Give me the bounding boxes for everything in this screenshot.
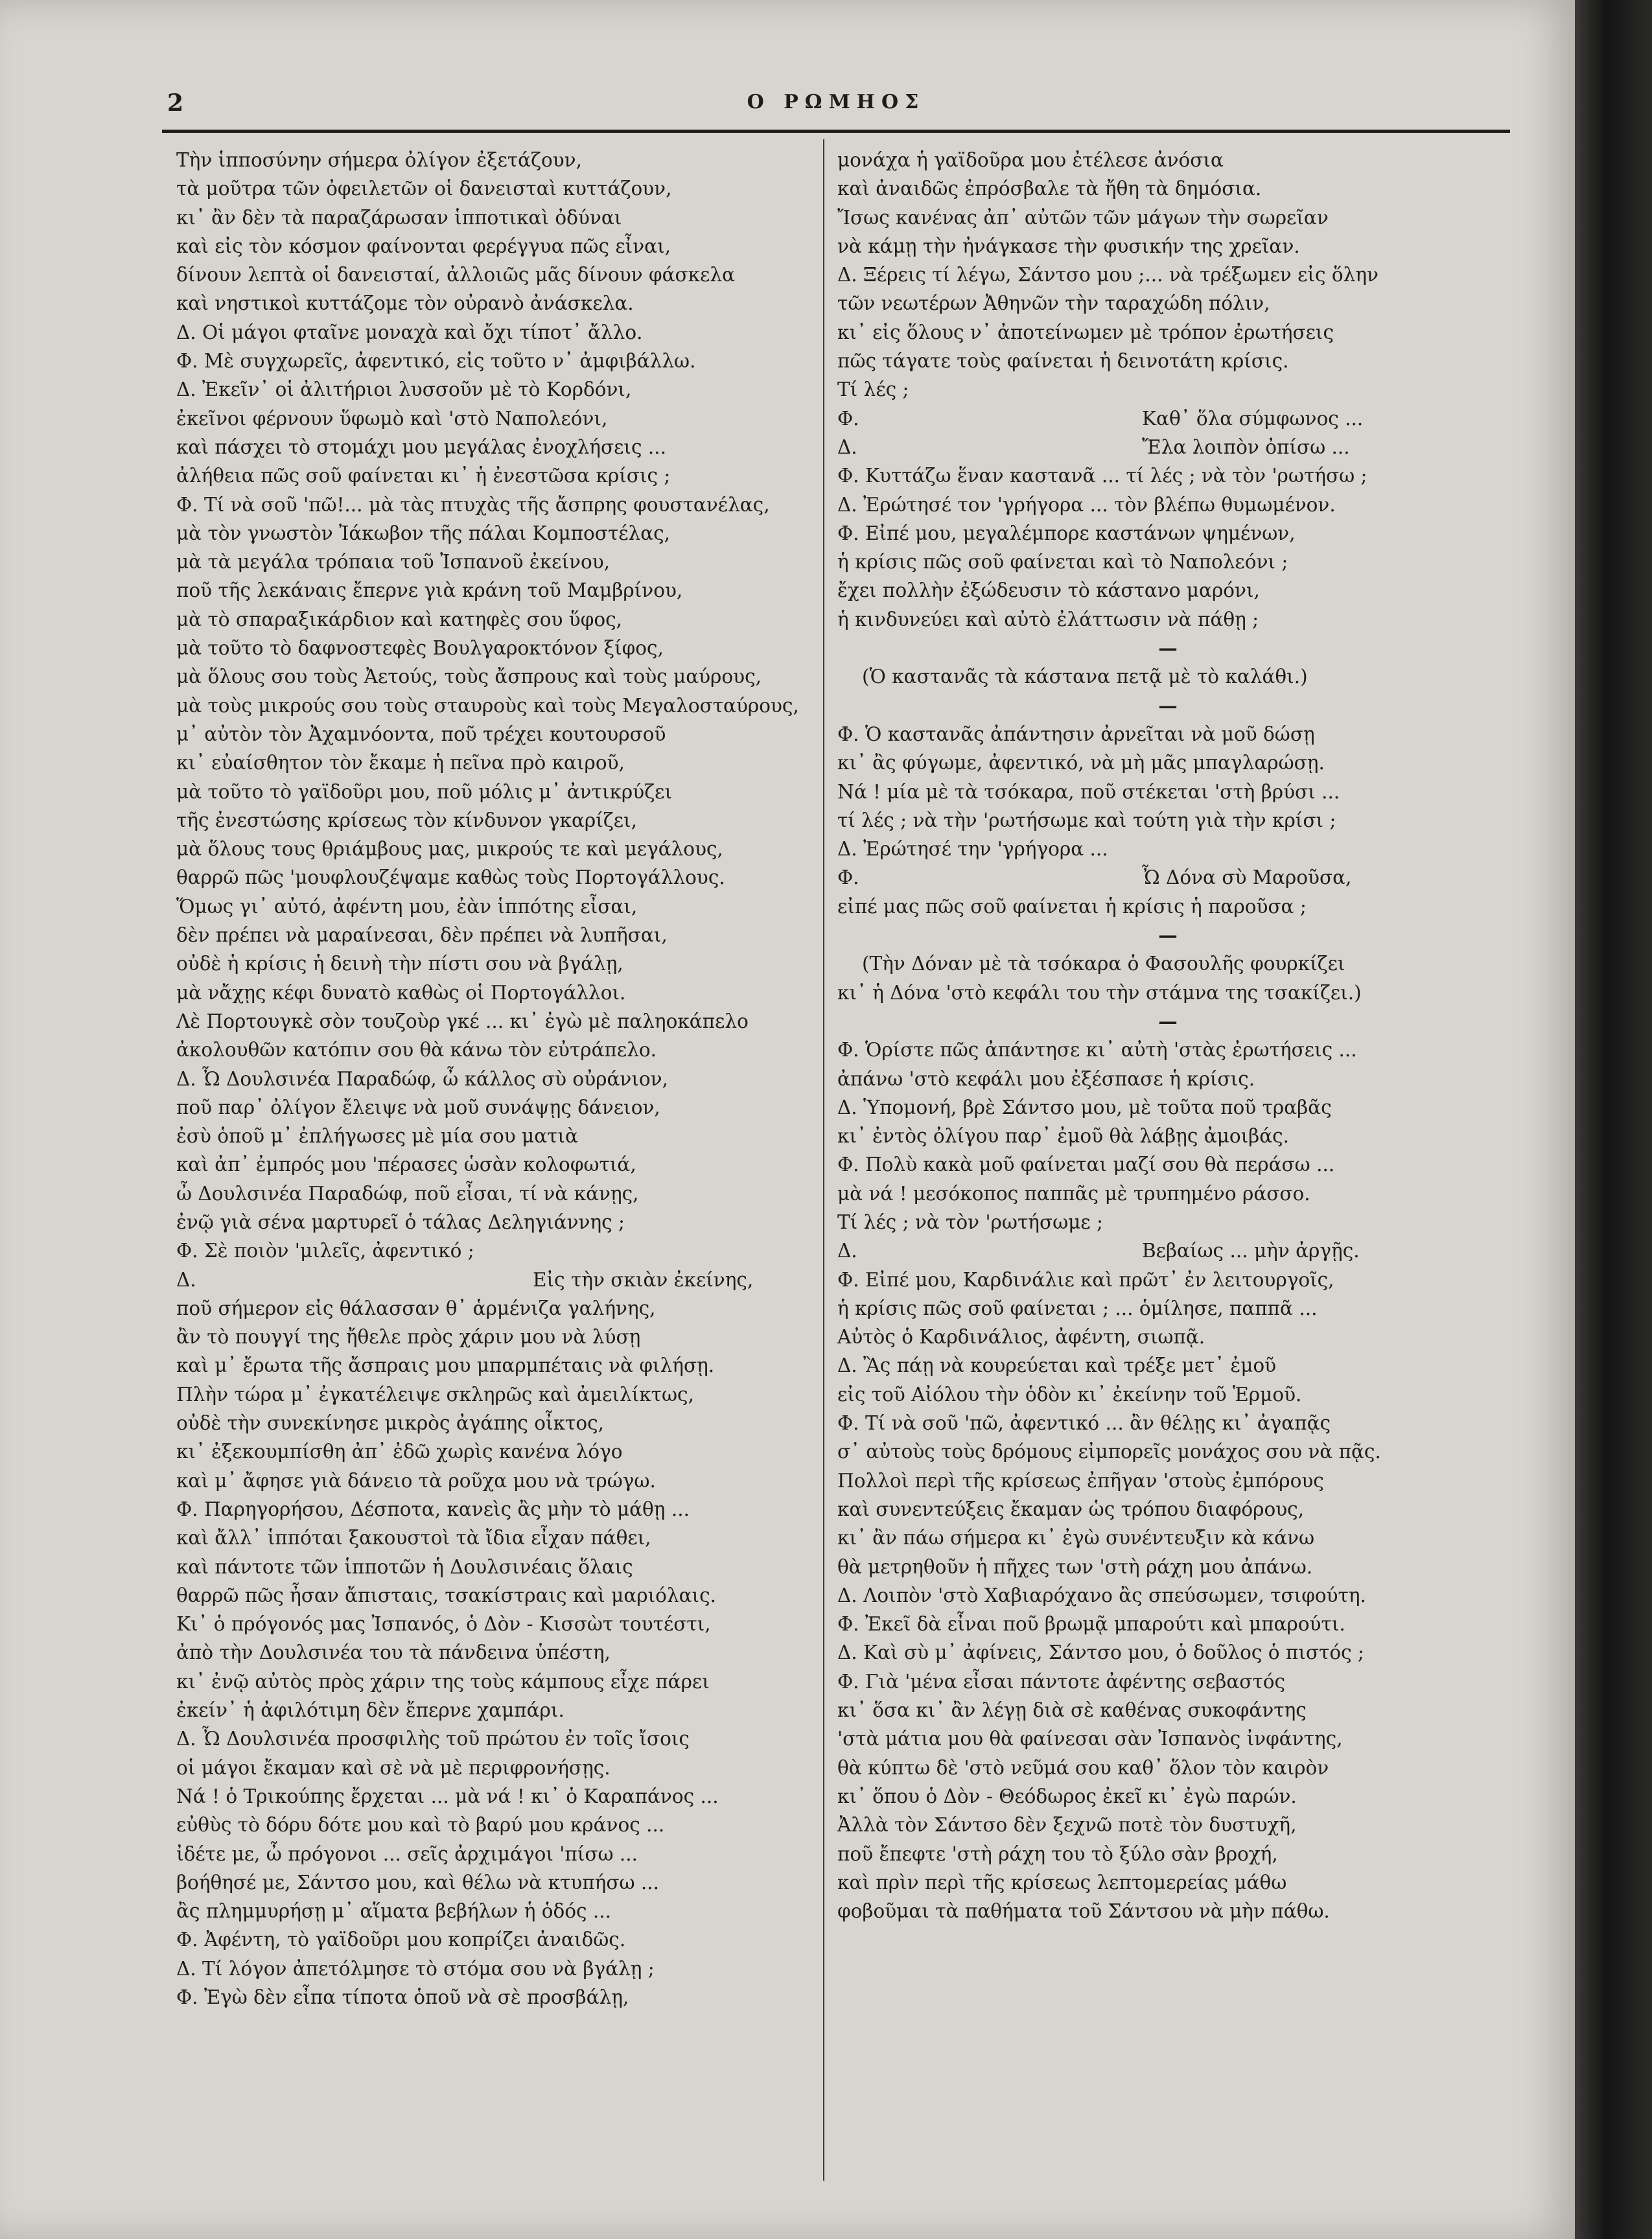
text-line: Φ. Μὲ συγχωρεῖς, ἀφεντικό, εἰς τοῦτο ν᾽ ἀμφιβάλλω. <box>176 350 696 373</box>
text-line: Ὅμως γι᾽ αὐτό, ἀφέντη μου, ἐὰν ἱππότης εἶσαι, <box>176 895 638 918</box>
text-line: καὶ εἰς τὸν κόσμον φαίνονται φερέγγυα πῶς εἶναι, <box>176 235 671 257</box>
text-line: καὶ ἀναιδῶς ἐπρόσβαλε τὰ ἤθη τὰ δημόσια. <box>837 178 1262 200</box>
text-line: Νά ! μία μὲ τὰ τσόκαρα, ποῦ στέκεται 'στὴ βρύσι ... <box>837 780 1340 803</box>
dialogue-text: Ὦ Δόνα σὺ Μαροῦσα, <box>1142 866 1352 889</box>
text-line: μονάχα ἡ γαϊδοῦρα μου ἐτέλεσε ἀνόσια <box>837 149 1224 171</box>
text-line: πῶς τάγατε τοὺς φαίνεται ἡ δεινοτάτη κρίσις. <box>837 350 1289 373</box>
text-line: Δ. Οἱ μάγοι φταῖνε μοναχὰ καὶ ὄχι τίποτ᾽ ἄλλο. <box>176 321 643 343</box>
dialogue-text: Ἔλα λοιπὸν ὀπίσω ... <box>1142 435 1350 458</box>
text-line: Ἀλλὰ τὸν Σάντσο δὲν ξεχνῶ ποτὲ τὸν δυστυχῆ, <box>837 1814 1297 1837</box>
text-line: κι᾽ εὐαίσθητον τὸν ἔκαμε ἡ πεῖνα πρὸ καιροῦ, <box>176 752 625 774</box>
section-dash: — <box>1158 923 1178 947</box>
text-line: ἔχει πολλὴν ἐξώδευσιν τὸ κάστανο μαρόνι, <box>837 579 1260 602</box>
text-line: ἀλήθεια πῶς σοῦ φαίνεται κι᾽ ἡ ἐνεστῶσα κρίσις ; <box>176 465 671 487</box>
speaker-label: Φ. <box>837 866 859 889</box>
text-line: Φ. Εἰπέ μου, μεγαλέμπορε καστάνων ψημένων, <box>837 522 1296 544</box>
text-line: καὶ συνεντεύξεις ἔκαμαν ὡς τρόπου διαφόρους, <box>837 1498 1305 1520</box>
text-line: κι᾽ ἡ Δόνα 'στὸ κεφάλι του τὴν στάμνα της τσακίζει.) <box>837 981 1362 1004</box>
text-line: ποῦ τῆς λεκάναις ἔπερνε γιὰ κράνη τοῦ Μαμβρίνου, <box>176 579 683 602</box>
text-line: Δ. Ἐρώτησέ την 'γρήγορα ... <box>837 838 1108 861</box>
text-line: τῶν νεωτέρων Ἀθηνῶν τὴν ταραχώδη πόλιν, <box>837 292 1270 315</box>
text-line: Δ. Ἐκεῖν᾽ οἱ ἀλιτήριοι λυσσοῦν μὲ τὸ Κορδόνι, <box>176 378 632 401</box>
text-line: Φ. Τί νὰ σοῦ 'πῶ, ἀφεντικό ... ἂν θέλῃς κι᾽ ἀγαπᾷς <box>837 1412 1331 1435</box>
text-line: ἀκολουθῶν κατόπιν σου θὰ κάνω τὸν εὐτράπελο. <box>176 1039 657 1061</box>
text-line: Φ. Ἐγὼ δὲν εἶπα τίποτα ὁποῦ νὰ σὲ προσβάλῃ, <box>176 1986 629 2008</box>
text-line: ἂν τὸ πουγγί της ἤθελε πρὸς χάριν μου νὰ λύσῃ <box>176 1326 641 1349</box>
text-line: καὶ πάντοτε τῶν ἱπποτῶν ἡ Δουλσινέαις ὅλαις <box>176 1555 633 1578</box>
text-line: κι᾽ ἂς φύγωμε, ἀφεντικό, νὰ μὴ μᾶς μπαγλαρώσῃ. <box>837 752 1325 774</box>
text-line: ἰδέτε με, ὦ πρόγονοι ... σεῖς ἀρχιμάγοι 'πίσω ... <box>176 1842 638 1865</box>
text-line: τῆς ἐνεστώσης κρίσεως τὸν κίνδυνον γκαρίζει, <box>176 809 638 831</box>
text-line: Δ. Ὦ Δουλσινέα προσφιλὴς τοῦ πρώτου ἐν τοῖς ἴσοις <box>176 1728 690 1750</box>
text-line: κι᾽ ἂν πάω σήμερα κι᾽ ἐγὼ συνέντευξιν κὰ κάνω <box>837 1527 1315 1549</box>
text-line: Δ. Ἂς πάῃ νὰ κουρεύεται καὶ τρέξε μετ᾽ ἐμοῦ <box>837 1354 1277 1377</box>
dialogue-line <box>176 1266 811 1294</box>
dialogue-text: Βεβαίως ... μὴν ἀργῇς. <box>1142 1240 1360 1262</box>
text-line: ἐκεῖνοι φέρνουν ὕφωμὸ καὶ 'στὸ Ναπολεόνι, <box>176 407 608 430</box>
text-line: μὰ τοῦτο τὸ γαϊδοῦρι μου, ποῦ μόλις μ᾽ ἀντικρύζει <box>176 780 673 803</box>
text-line: Πλὴν τώρα μ᾽ ἐγκατέλειψε σκληρῶς καὶ ἀμειλίκτως, <box>176 1383 694 1406</box>
text-line: Δ. Ἐρώτησέ τον 'γρήγορα ... τὸν βλέπω θυμωμένον. <box>837 493 1336 516</box>
text-line: σ᾽ αὐτοὺς τοὺς δρόμους εἰμπορεῖς μονάχος σου νὰ πᾷς. <box>837 1441 1381 1463</box>
text-line: Ἴσως κανένας ἀπ᾽ αὐτῶν τῶν μάγων τὴν σωρεῖαν <box>837 206 1329 229</box>
text-line: μὰ τὰ μεγάλα τρόπαια τοῦ Ἰσπανοῦ ἐκείνου, <box>176 551 611 574</box>
text-line: καὶ μ᾽ ἔρωτα τῆς ἄσπραις μου μπαρμπέταις νὰ φιλήσῃ. <box>176 1354 715 1377</box>
text-line: ὦ Δουλσινέα Παραδώφ, ποῦ εἶσαι, τί νὰ κάνῃς, <box>176 1182 639 1205</box>
text-line: Δ. Ξέρεις τί λέγω, Σάντσο μου ;... νὰ τρέξωμεν εἰς ὅλην <box>837 264 1379 286</box>
text-line: οὐδὲ ἡ κρίσις ἡ δεινὴ τὴν πίστι σου νὰ βγάλῃ, <box>176 953 623 975</box>
text-line: ἂς πλημμυρήσῃ μ᾽ αἵματα βεβήλων ἡ ὁδός ... <box>176 1900 612 1923</box>
text-line: μὰ ὅλους τους θριάμβους μας, μικρούς τε καὶ μεγάλους, <box>176 838 723 861</box>
dialogue-line <box>837 1236 1498 1265</box>
text-line: Κι᾽ ὁ πρόγονός μας Ἰσπανός, ὁ Δὸν - Κισσὼτ τουτέστι, <box>176 1613 711 1636</box>
text-line: Φ. Κυττάζω ἕναν καστανᾶ ... τί λές ; νὰ τὸν 'ρωτήσω ; <box>837 465 1367 487</box>
speaker-label: Δ. <box>837 1240 857 1262</box>
speaker-label: Δ. <box>176 1268 196 1291</box>
binding-shadow <box>1575 0 1652 2239</box>
text-line: ἡ κινδυνεύει καὶ αὐτὸ ἐλάττωσιν νὰ πάθῃ ; <box>837 608 1259 631</box>
text-line: εἰπέ μας πῶς σοῦ φαίνεται ἡ κρίσις ἡ παροῦσα ; <box>837 895 1307 918</box>
text-line: (Ὁ καστανᾶς τὰ κάστανα πετᾷ μὲ τὸ καλάθι.) <box>862 666 1308 688</box>
text-line: ποῦ σήμερον εἰς θάλασσαν θ᾽ ἁρμένιζα γαλήνης, <box>176 1297 656 1319</box>
text-line: ἀπὸ τὴν Δουλσινέα του τὰ πάνδεινα ὑπέστη, <box>176 1642 611 1664</box>
text-line: Δ. Καὶ σὺ μ᾽ ἀφίνεις, Σάντσο μου, ὁ δοῦλος ὁ πιστός ; <box>837 1642 1364 1664</box>
text-line: καὶ πρὶν περὶ τῆς κρίσεως λεπτομερείας μάθω <box>837 1871 1287 1894</box>
text-line: θὰ κύπτω δὲ 'στὸ νεῦμά σου καθ᾽ ὅλον τὸν καιρὸν <box>837 1756 1329 1779</box>
text-line: (Τὴν Δόναν μὲ τὰ τσόκαρα ὁ Φασουλῆς φουρκίζει <box>862 953 1345 975</box>
text-line: Δ. Ὑπομονή, βρὲ Σάντσο μου, μὲ τοῦτα ποῦ τραβᾶς <box>837 1096 1332 1119</box>
text-line: εἰς τοῦ Αἰόλου τὴν ὁδὸν κι᾽ ἐκείνην τοῦ Ἑρμοῦ. <box>837 1383 1302 1406</box>
text-line: ἀπάνω 'στὸ κεφάλι μου ἐξέσπασε ἡ κρίσις. <box>837 1067 1255 1090</box>
text-line: μὰ τοὺς μικρούς σου τοὺς σταυροὺς καὶ τοὺς Μεγαλοσταύρους, <box>176 694 799 717</box>
text-line: βοήθησέ με, Σάντσο μου, καὶ θέλω νὰ κτυπήσω ... <box>176 1871 660 1894</box>
text-line: καὶ ἀπ᾽ ἐμπρός μου 'πέρασες ὡσὰν κολοφωτιά, <box>176 1154 636 1176</box>
text-line: τί λές ; νὰ τὴν 'ρωτήσωμε καὶ τούτη γιὰ τὴν κρίσι ; <box>837 809 1336 831</box>
text-line: μὰ τὸν γνωστὸν Ἰάκωβον τῆς πάλαι Κομποστέλας, <box>176 522 671 544</box>
text-line: θαρρῶ πῶς 'μουφλουζέψαμε καθὼς τοὺς Πορτογάλλους. <box>176 866 725 889</box>
text-line: Τί λές ; νὰ τὸν 'ρωτήσωμε ; <box>837 1211 1103 1233</box>
text-line: Δ. Τί λόγον ἀπετόλμησε τὸ στόμα σου νὰ βγάλῃ ; <box>176 1957 655 1980</box>
text-line: ἡ κρίσις πῶς σοῦ φαίνεται καὶ τὸ Ναπολεόνι ; <box>837 551 1288 574</box>
dialogue-line <box>837 404 1498 433</box>
text-line: Λὲ Πορτουγκὲ σὸν τουζοὺρ γκέ ... κι᾽ ἐγὼ μὲ παληοκάπελο <box>176 1010 749 1032</box>
text-line: κι᾽ ἂν δὲν τὰ παραζάρωσαν ἱπποτικαὶ ὀδύναι <box>176 206 622 229</box>
text-line: κι᾽ ἐντὸς ὀλίγου παρ᾽ ἐμοῦ θὰ λάβῃς ἀμοιβάς. <box>837 1125 1290 1148</box>
text-line: ποῦ ἔπεφτε 'στὴ ράχη του τὸ ξύλο σὰν βροχή, <box>837 1842 1278 1865</box>
column-divider <box>823 139 824 2181</box>
left-column <box>176 146 811 2012</box>
text-line: κι᾽ ἐνῷ αὐτὸς πρὸς χάριν της τοὺς κάμπους εἶχε πάρει <box>176 1670 710 1693</box>
text-line: τὰ μοῦτρα τῶν ὀφειλετῶν οἱ δανεισταὶ κυττάζουν, <box>176 178 672 200</box>
text-line: δίνουν λεπτὰ οἱ δανεισταί, ἀλλοιῶς μᾶς δίνουν φάσκελα <box>176 264 736 286</box>
text-line: Νά ! ὁ Τρικούπης ἔρχεται ... μὰ νά ! κι᾽ ὁ Καραπάνος ... <box>176 1785 719 1807</box>
speaker-label: Φ. <box>837 407 859 430</box>
text-line: μ᾽ αὐτὸν τὸν Ἀχαμνόοντα, ποῦ τρέχει κουτουρσοῦ <box>176 723 666 745</box>
text-line: ἡ κρίσις πῶς σοῦ φαίνεται ; ... ὁμίλησε, παππᾶ ... <box>837 1297 1318 1319</box>
text-line: Φ. Σὲ ποιὸν 'μιλεῖς, ἀφεντικό ; <box>176 1240 474 1262</box>
text-line: Φ. Γιὰ 'μένα εἶσαι πάντοτε ἀφέντης σεβαστός <box>837 1670 1286 1693</box>
speaker-label: Δ. <box>837 435 857 458</box>
text-line: Πολλοὶ περὶ τῆς κρίσεως ἐπῆγαν 'στοὺς ἐμπόρους <box>837 1469 1324 1492</box>
text-line: οἱ μάγοι ἔκαμαν καὶ σὲ νὰ μὲ περιφρονήσῃς. <box>176 1756 611 1779</box>
text-line: θαρρῶ πῶς ἦσαν ἄπισταις, τσακίστραις καὶ μαριόλαις. <box>176 1584 717 1607</box>
text-line: κι᾽ ἐξεκουμπίσθη ἀπ᾽ ἐδῶ χωρὶς κανένα λόγο <box>176 1441 623 1463</box>
text-line: ἐνῷ γιὰ σένα μαρτυρεῖ ὁ τάλας Δεληγιάννης ; <box>176 1211 625 1233</box>
section-dash: — <box>1158 1009 1178 1032</box>
text-line: καὶ ἄλλ᾽ ἱππόται ξακουστοὶ τὰ ἴδια εἶχαν πάθει, <box>176 1527 651 1549</box>
section-dash: — <box>1158 693 1178 717</box>
dialogue-line <box>837 433 1498 461</box>
text-line: Φ. Ἀφέντη, τὸ γαϊδοῦρι μου κοπρίζει ἀναιδῶς. <box>176 1929 626 1951</box>
dialogue-text: Εἰς τὴν σκιὰν ἐκείνης, <box>533 1268 754 1291</box>
dialogue-text: Καθ᾽ ὅλα σύμφωνος ... <box>1142 407 1364 430</box>
text-line: καὶ νηστικοὶ κυττάζομε τὸν οὐρανὸ ἀνάσκελα. <box>176 292 634 315</box>
section-dash: — <box>1158 636 1178 660</box>
text-line: οὐδὲ τὴν συνεκίνησε μικρὸς ἀγάπης οἶκτος, <box>176 1412 605 1435</box>
text-line: Τί λές ; <box>837 378 909 401</box>
text-line: Φ. Πολὺ κακὰ μοῦ φαίνεται μαζί σου θὰ περάσω ... <box>837 1154 1335 1176</box>
page-number: 2 <box>167 89 184 117</box>
text-line: φοβοῦμαι τὰ παθήματα τοῦ Σάντσου νὰ μὴν πάθω. <box>837 1900 1330 1923</box>
text-line: Τὴν ἱπποσύνην σήμερα ὀλίγον ἐξετάζουν, <box>176 149 582 171</box>
text-line: μὰ τὸ σπαραξικάρδιον καὶ κατηφὲς σου ὕφος, <box>176 608 623 631</box>
text-line: θὰ μετρηθοῦν ἡ πῆχες των 'στὴ ράχη μου ἀπάνω. <box>837 1555 1313 1578</box>
text-line: Δ. Ὦ Δουλσινέα Παραδώφ, ὦ κάλλος σὺ οὐράνιον, <box>176 1067 668 1090</box>
text-line: Δ. Λοιπὸν 'στὸ Χαβιαρόχανο ἂς σπεύσωμεν, τσιφούτη. <box>837 1584 1366 1607</box>
text-line: Φ. Ἐκεῖ δὰ εἶναι ποῦ βρωμᾷ μπαρούτι καὶ μπαρούτι. <box>837 1613 1345 1636</box>
text-line: κι᾽ εἰς ὅλους ν᾽ ἀποτείνωμεν μὲ τρόπον ἐρωτήσεις <box>837 321 1334 343</box>
text-line: 'στὰ μάτια μου θὰ φαίνεσαι σὰν Ἰσπανὸς ἰνφάντης, <box>837 1728 1343 1750</box>
text-line: Φ. Τί νὰ σοῦ 'πῶ!... μὰ τὰς πτυχὰς τῆς ἄσπρης φουστανέλας, <box>176 493 770 516</box>
text-line: Φ. Ὁ καστανᾶς ἀπάντησιν ἀρνεῖται νὰ μοῦ δώσῃ <box>837 723 1315 745</box>
text-line: κι᾽ ὅσα κι᾽ ἂν λέγῃ διὰ σὲ καθένας συκοφάντης <box>837 1699 1307 1722</box>
text-line: καὶ μ᾽ ἄφησε γιὰ δάνειο τὰ ροῦχα μου νὰ τρώγω. <box>176 1469 656 1492</box>
text-line: ἐκείν᾽ ἡ ἀφιλότιμη δὲν ἔπερνε χαμπάρι. <box>176 1699 564 1722</box>
text-line: Φ. Εἰπέ μου, Καρδινάλιε καὶ πρῶτ᾽ ἐν λειτουργοῖς, <box>837 1268 1334 1291</box>
text-line: Φ. Παρηγορήσου, Δέσποτα, κανεὶς ἂς μὴν τὸ μάθῃ ... <box>176 1498 690 1520</box>
text-line: μὰ νά ! μεσόκοπος παππᾶς μὲ τρυπημένο ράσσο. <box>837 1182 1310 1205</box>
text-line: δὲν πρέπει νὰ μαραίνεσαι, δὲν πρέπει νὰ λυπῆσαι, <box>176 924 668 947</box>
text-line: εὐθὺς τὸ δόρυ δότε μου καὶ τὸ βαρύ μου κράνος ... <box>176 1814 665 1837</box>
page-header <box>162 89 1510 128</box>
text-line: Φ. Ὁρίστε πῶς ἀπάντησε κι᾽ αὐτὴ 'στὰς ἐρωτήσεις ... <box>837 1039 1357 1061</box>
text-line: Αὐτὸς ὁ Καρδινάλιος, ἀφέντη, σιωπᾷ. <box>837 1326 1205 1349</box>
text-line: ἐσὺ ὁποῦ μ᾽ ἐπλήγωσες μὲ μία σου ματιὰ <box>176 1125 578 1148</box>
text-line: ποῦ παρ᾽ ὀλίγον ἔλειψε νὰ μοῦ συνάψῃς δάνειον, <box>176 1096 660 1119</box>
text-line: κι᾽ ὅπου ὁ Δὸν - Θεόδωρος ἐκεῖ κι᾽ ἐγὼ παρών. <box>837 1785 1297 1807</box>
right-column <box>837 146 1498 1925</box>
dialogue-line <box>837 863 1498 892</box>
text-line: μὰ νἄχῃς κέφι δυνατὸ καθὼς οἱ Πορτογάλλοι. <box>176 981 626 1004</box>
header-rule <box>162 130 1510 133</box>
text-line: καὶ πάσχει τὸ στομάχι μου μεγάλας ἐνοχλήσεις ... <box>176 435 666 458</box>
text-line: μὰ τοῦτο τὸ δαφνοστεφὲς Βουλγαροκτόνον ξίφος, <box>176 637 664 660</box>
text-line: μὰ ὅλους σου τοὺς Ἀετούς, τοὺς ἄσπρους καὶ τοὺς μαύρους, <box>176 666 762 688</box>
text-line: νὰ κάμῃ τὴν ἠνάγκασε τὴν φυσικήν της χρεῖαν. <box>837 235 1300 257</box>
masthead-title: Ο ΡΩΜΗΟΣ <box>747 91 925 113</box>
